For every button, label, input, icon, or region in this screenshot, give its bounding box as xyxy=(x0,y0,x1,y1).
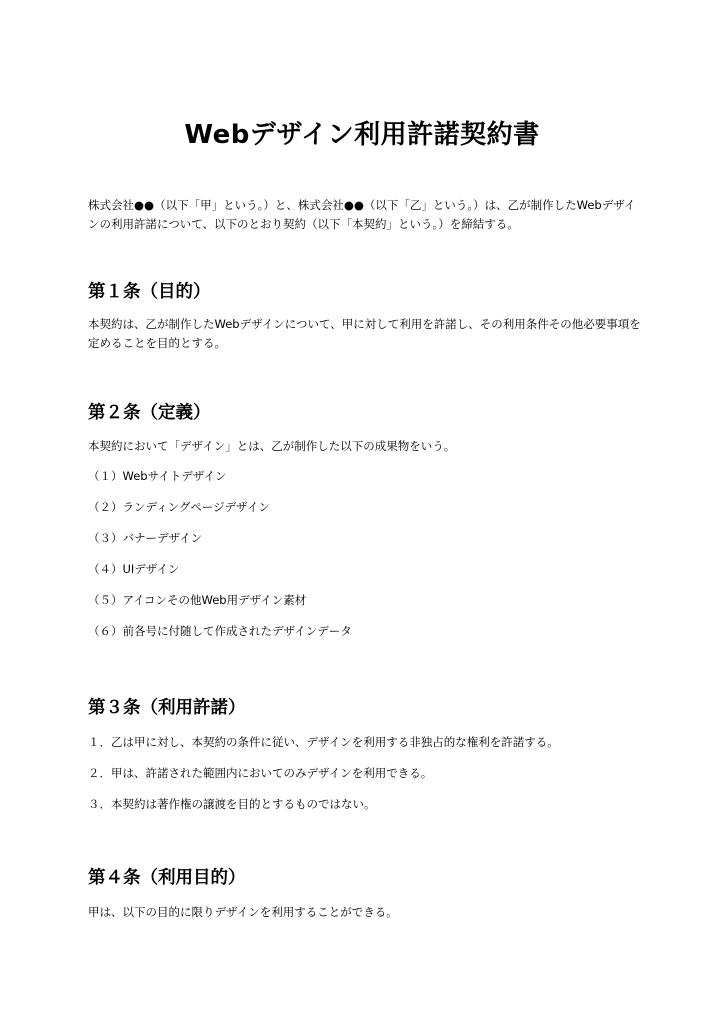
article-body: 甲は、以下の目的に限りデザインを利用することができる。 xyxy=(88,905,398,919)
list-item: ２．甲は、許諾された範囲内においてのみデザインを利用できる。 xyxy=(88,766,433,780)
list-item: ３．本契約は著作権の譲渡を目的とするものではない。 xyxy=(88,797,376,811)
article-body: 本契約は、乙が制作したWebデザインについて、甲に対して利用を許諾し、その利用条件その他必要事項を定めることを目的とする。 xyxy=(88,317,641,350)
list-item: １．乙は甲に対し、本契約の条件に従い、デザインを利用する非独占的な権利を許諾する。 xyxy=(88,735,559,749)
article-2 xyxy=(88,401,648,641)
list-item: （６）前各号に付随して作成されたデザインデータ xyxy=(88,624,352,638)
list-item: （４）UIデザイン xyxy=(88,562,180,576)
intro-paragraph: 株式会社●●（以下「甲」という。）と、株式会社●●（以下「乙」という。）は、乙が制作したWebデザインの利用許諾について、以下のとおり契約（以下「本契約」という。）を締結する。 xyxy=(88,198,636,231)
list-item: （２）ランディングページデザイン xyxy=(88,500,270,514)
article-heading: 第４条（利用目的） xyxy=(88,868,246,888)
article-heading: 第２条（定義） xyxy=(88,403,211,423)
document-title: Webデザイン利用許諾契約書 xyxy=(184,120,540,150)
article-heading: 第１条（目的） xyxy=(88,282,211,302)
article-body: 本契約において「デザイン」とは、乙が制作した以下の成果物をいう。 xyxy=(88,439,456,453)
list-item: （５）アイコンその他Web用デザイン素材 xyxy=(88,593,307,607)
article-4 xyxy=(88,866,648,922)
list-item: （１）Webサイトデザイン xyxy=(88,469,227,483)
article-heading: 第３条（利用許諾） xyxy=(88,698,246,718)
article-3 xyxy=(88,696,648,814)
list-item: （３）バナーデザイン xyxy=(88,531,203,545)
article-1 xyxy=(88,280,648,353)
